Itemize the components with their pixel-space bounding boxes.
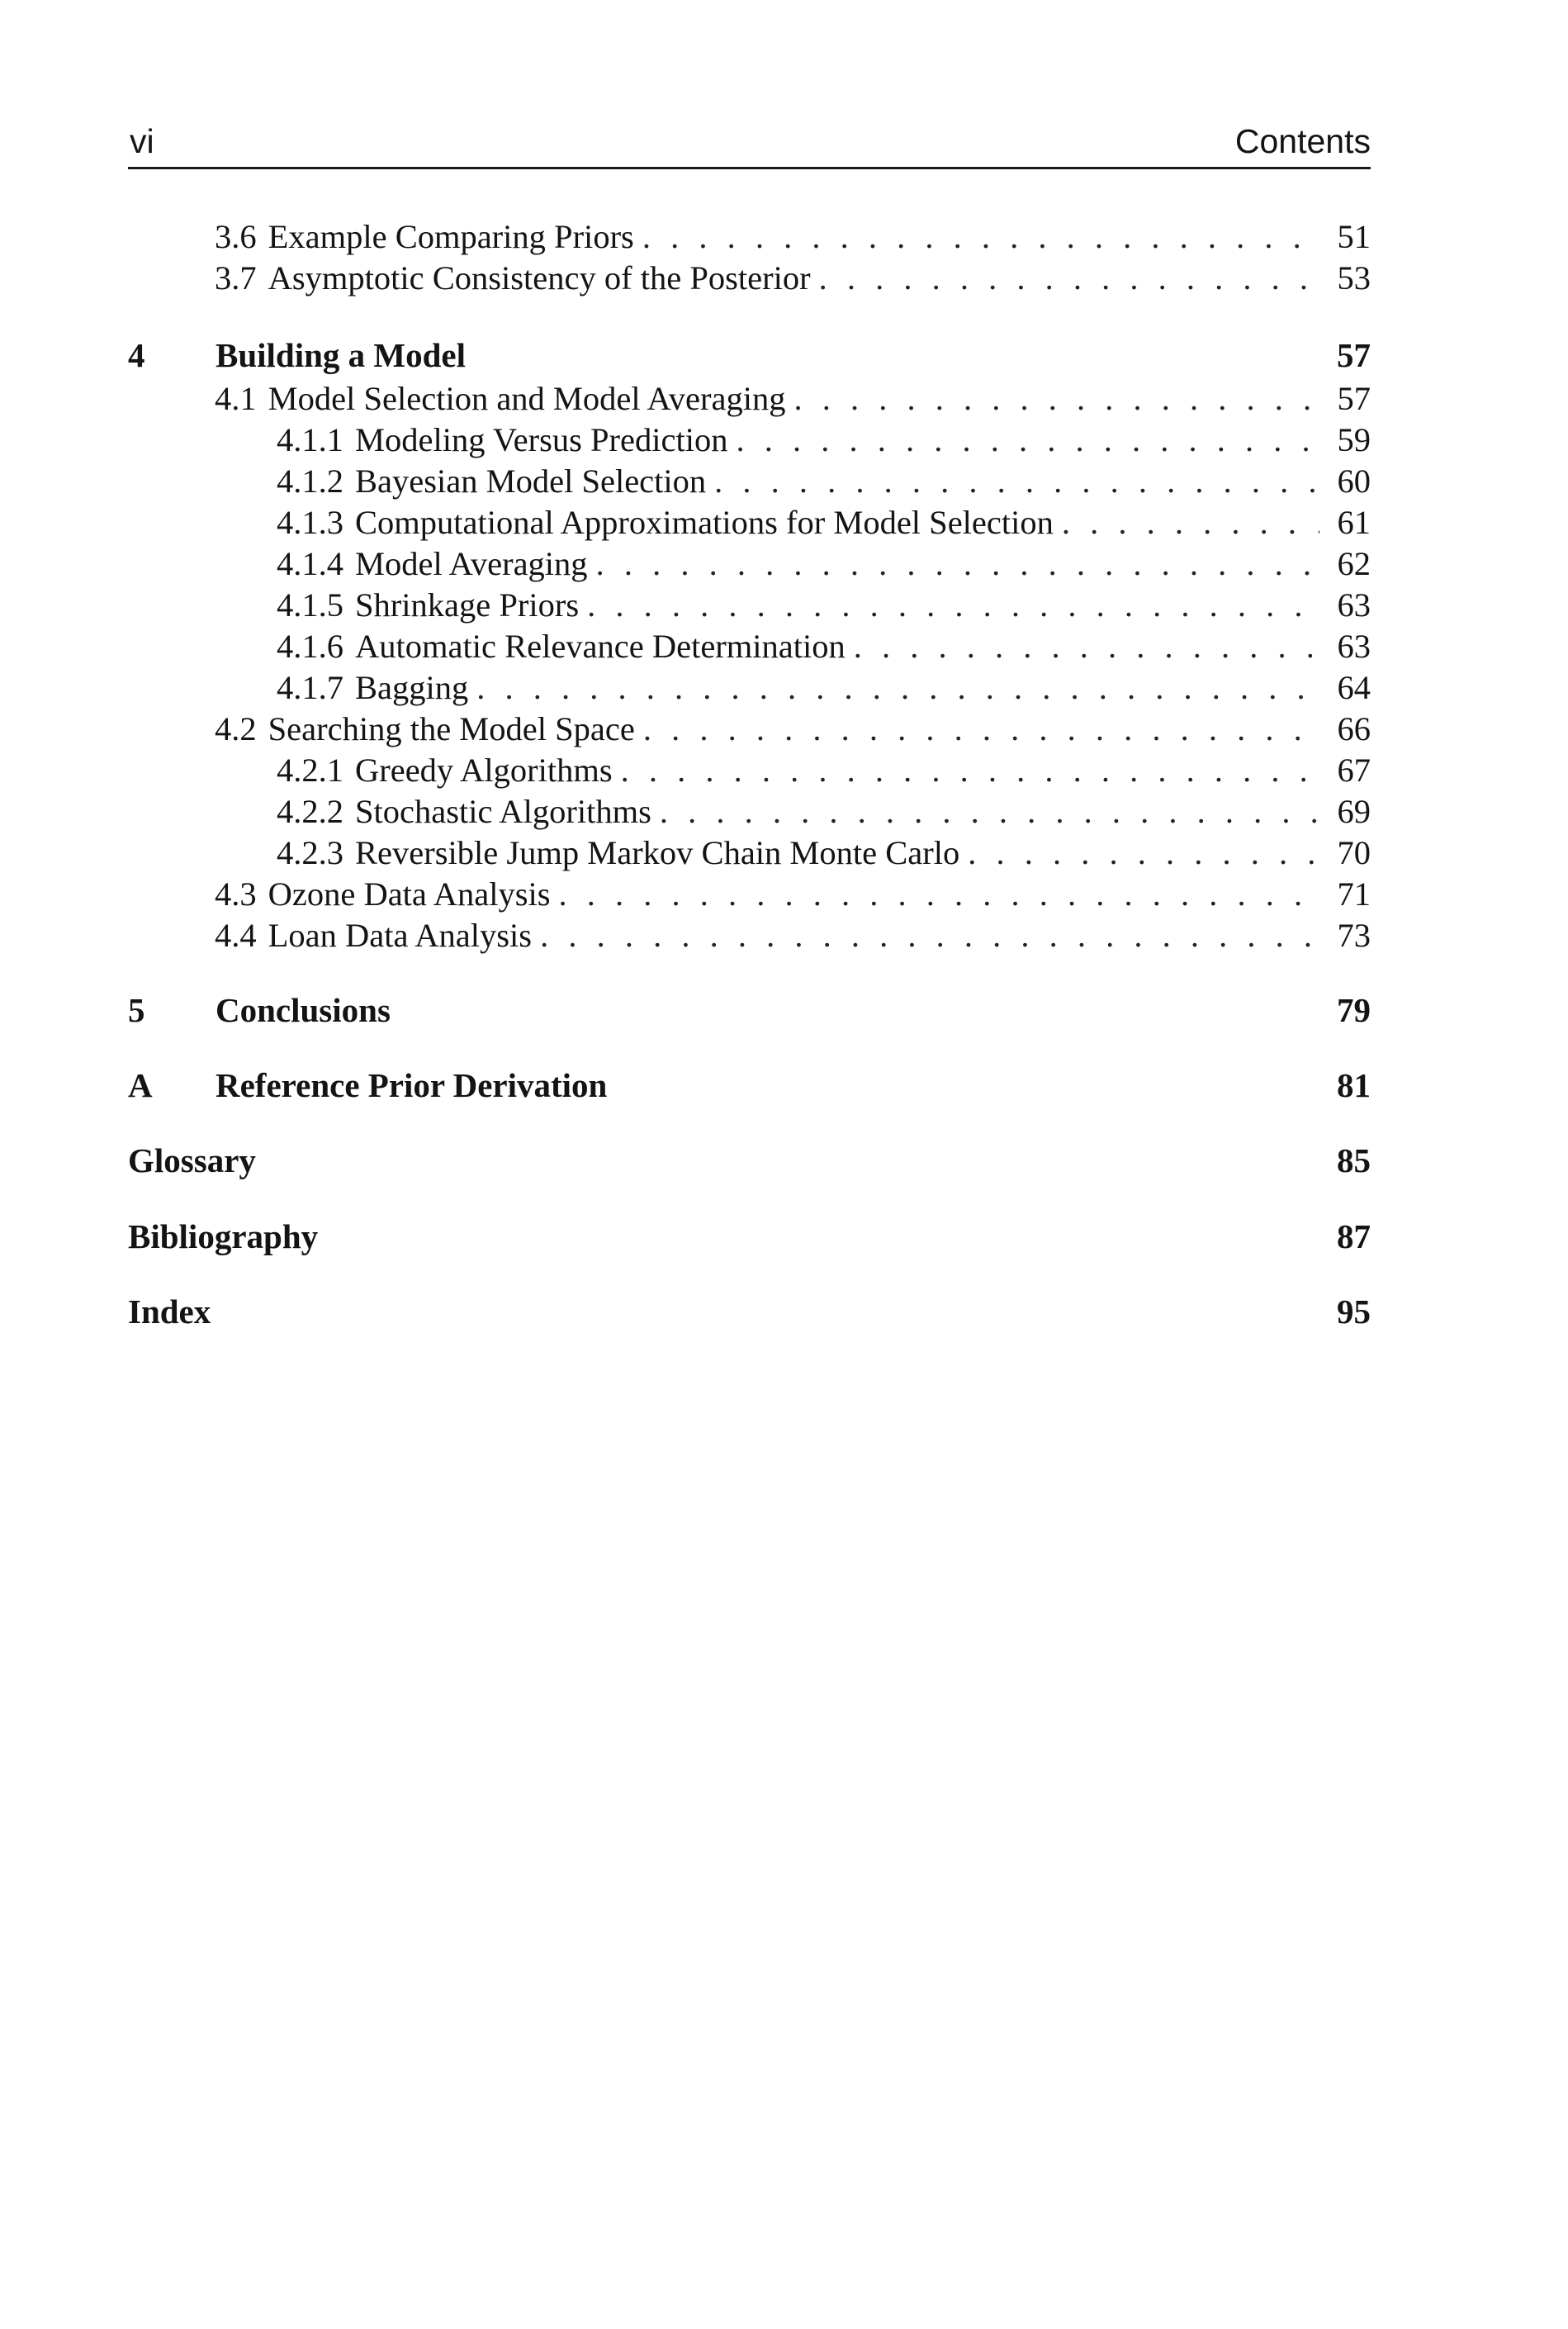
toc-chapter-page: 79 [1337, 991, 1371, 1029]
dot-leader [621, 750, 1319, 791]
toc-chapter-title: Reference Prior Derivation [216, 1066, 608, 1104]
toc-entry-number: 4.1.4 [277, 545, 343, 582]
toc-entry-page: 62 [1337, 545, 1371, 582]
toc-entry-page: 70 [1337, 834, 1371, 871]
toc-chapter-4[interactable] [128, 334, 1371, 376]
toc-chapter-page: 95 [1337, 1293, 1371, 1331]
toc-entry-page: 59 [1337, 421, 1371, 458]
toc-entry-page: 66 [1337, 710, 1371, 747]
toc-chapter-5[interactable] [128, 989, 1371, 1031]
toc-entry-page: 64 [1337, 669, 1371, 706]
toc-entry-number: 4.3 [215, 875, 257, 913]
toc-entry-4-1-1[interactable] [277, 420, 1371, 461]
toc-chapter-title: Conclusions [216, 991, 391, 1029]
toc-entry-page: 57 [1337, 380, 1371, 417]
toc-entry-title: Shrinkage Priors [355, 586, 580, 624]
toc-entry-title: Greedy Algorithms [355, 752, 613, 789]
toc-chapter-page: 81 [1337, 1066, 1371, 1104]
toc-entry-number: 4.1.7 [277, 669, 343, 706]
toc-chapter-title: Glossary [128, 1141, 256, 1179]
toc-entry-number: 4.1.1 [277, 421, 343, 458]
toc-entry-number: 4.1.2 [277, 462, 343, 500]
toc-bibliography[interactable] [128, 1216, 1371, 1257]
toc-entry-number: 3.7 [215, 259, 257, 296]
toc-entry-title: Automatic Relevance Determination [355, 628, 846, 665]
dot-leader [587, 585, 1319, 626]
header-page-number: vi [130, 122, 154, 160]
toc-entry-number: 4.4 [215, 917, 257, 954]
toc-chapter-number: A [128, 1066, 153, 1104]
dot-leader [736, 420, 1319, 461]
dot-leader [476, 667, 1319, 709]
toc-entry-number: 4.1.6 [277, 628, 343, 665]
dot-leader [854, 626, 1319, 667]
toc-entry-number: 4.2.2 [277, 793, 343, 830]
dot-leader [643, 709, 1319, 750]
toc-entry-4-2-3[interactable] [277, 832, 1371, 874]
toc-entry-4-3[interactable] [215, 874, 1371, 915]
toc-entry-title: Computational Approximations for Model Selection [355, 504, 1054, 541]
dot-leader [714, 461, 1319, 502]
toc-entry-number: 3.6 [215, 218, 257, 255]
toc-entry-number: 4.1.5 [277, 586, 343, 624]
toc-entry-page: 73 [1337, 917, 1371, 954]
toc-entry-3-7[interactable] [215, 258, 1371, 299]
toc-chapter-title: Index [128, 1293, 211, 1331]
toc-entry-4-1-3[interactable] [277, 502, 1371, 543]
toc-entry-page: 71 [1337, 875, 1371, 913]
dot-leader [1062, 502, 1319, 543]
toc-entry-4-1-4[interactable] [277, 543, 1371, 585]
toc-entry-title: Modeling Versus Prediction [355, 421, 728, 458]
toc-entry-title: Bagging [355, 669, 469, 706]
dot-leader [642, 216, 1319, 258]
toc-entry-4-2-2[interactable] [277, 791, 1371, 832]
toc-entry-page: 51 [1337, 218, 1371, 255]
dot-leader [540, 915, 1319, 956]
toc-entry-number: 4.1.3 [277, 504, 343, 541]
dot-leader [968, 832, 1319, 874]
toc-entry-page: 61 [1337, 504, 1371, 541]
toc-entry-page: 69 [1337, 793, 1371, 830]
toc-entry-4-1-2[interactable] [277, 461, 1371, 502]
toc-entry-title: Searching the Model Space [268, 710, 635, 747]
toc-entry-title: Ozone Data Analysis [268, 875, 551, 913]
toc-entry-4-1-5[interactable] [277, 585, 1371, 626]
toc-chapter-page: 57 [1337, 336, 1371, 374]
toc-entry-4-1-7[interactable] [277, 667, 1371, 709]
toc-entry-4-1-6[interactable] [277, 626, 1371, 667]
toc-entry-title: Reversible Jump Markov Chain Monte Carlo [355, 834, 960, 871]
toc-entry-3-6[interactable] [215, 216, 1371, 258]
toc-entry-page: 63 [1337, 628, 1371, 665]
dot-leader [794, 378, 1320, 420]
toc-chapter-page: 87 [1337, 1217, 1371, 1255]
toc-chapter-title: Bibliography [128, 1217, 319, 1255]
toc-entry-number: 4.1 [215, 380, 257, 417]
toc-entry-4-1[interactable] [215, 378, 1371, 420]
toc-entry-title: Model Averaging [355, 545, 588, 582]
toc-entry-4-4[interactable] [215, 915, 1371, 956]
toc-entry-page: 53 [1337, 259, 1371, 296]
toc-entry-title: Example Comparing Priors [268, 218, 634, 255]
toc-entry-4-2[interactable] [215, 709, 1371, 750]
toc-chapter-number: 5 [128, 991, 145, 1029]
toc-entry-number: 4.2 [215, 710, 257, 747]
toc-chapter-page: 85 [1337, 1141, 1371, 1179]
toc-entry-title: Loan Data Analysis [268, 917, 533, 954]
toc-entry-title: Stochastic Algorithms [355, 793, 651, 830]
toc-entry-page: 60 [1337, 462, 1371, 500]
dot-leader [660, 791, 1319, 832]
toc-chapter-number: 4 [128, 336, 145, 374]
toc-entry-page: 67 [1337, 752, 1371, 789]
toc-entry-number: 4.2.1 [277, 752, 343, 789]
dot-leader [559, 874, 1319, 915]
toc-glossary[interactable] [128, 1140, 1371, 1181]
toc-appendix-a[interactable] [128, 1065, 1371, 1106]
toc-entry-4-2-1[interactable] [277, 750, 1371, 791]
header-running-title: Contents [1234, 122, 1371, 160]
dot-leader [819, 258, 1319, 299]
toc-entry-number: 4.2.3 [277, 834, 343, 871]
toc-index[interactable] [128, 1291, 1371, 1332]
toc-entry-title: Asymptotic Consistency of the Posterior [268, 259, 811, 296]
toc-entry-title: Bayesian Model Selection [355, 462, 707, 500]
toc-entry-page: 63 [1337, 586, 1371, 624]
dot-leader [596, 543, 1319, 585]
toc-entry-title: Model Selection and Model Averaging [268, 380, 786, 417]
toc-chapter-title: Building a Model [216, 336, 467, 374]
